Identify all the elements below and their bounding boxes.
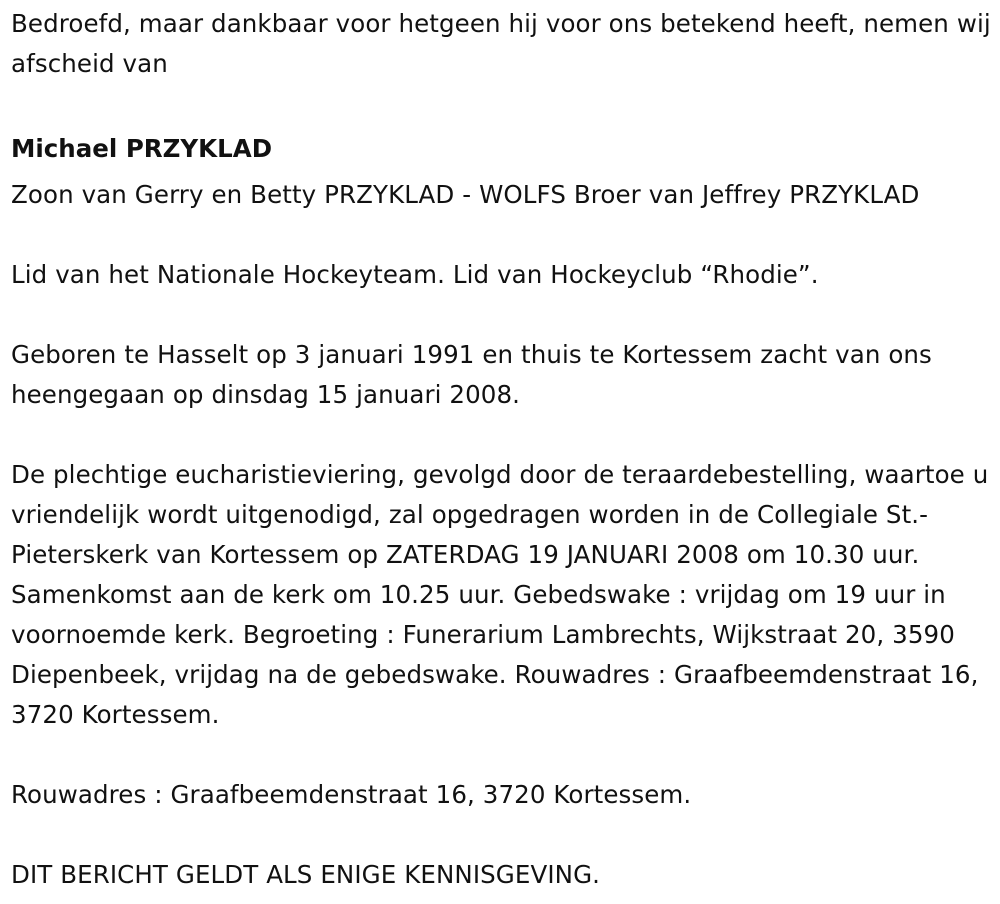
birth-death-text: Geboren te Hasselt op 3 januari 1991 en thuis te Kortessem zacht van ons heengegaan op dinsdag 15 januari 2008. — [11, 340, 932, 409]
family-text: Zoon van Gerry en Betty PRZYKLAD - WOLFS Broer van Jeffrey PRZYKLAD — [11, 180, 920, 209]
death-notice — [11, 0, 996, 895]
ceremony-text: De plechtige eucharistieviering, gevolgd door de teraardebestelling, waartoe u vriendelijk wordt uitgenodigd, zal opgedragen worden in de Collegiale St.-Pieterskerk van Kortessem op ZATERDAG 19 JANUARI 2008 om 10.30 uur. Samenkomst aan de kerk om 10.25 uur. Gebedswake : vrijdag om 19 uur in voornoemde kerk. Begroeting : Funerarium Lambrechts, Wijkstraat 20, 3590 Diepenbeek, vrijdag na de gebedswake. Rouwadres : Graafbeemdenstraat 16, 3720 Kortessem. — [11, 460, 989, 729]
closing-text: DIT BERICHT GELDT ALS ENIGE KENNISGEVING. — [11, 860, 601, 889]
intro-text: Bedroefd, maar dankbaar voor hetgeen hij voor ons betekend heeft, nemen wij afscheid van — [11, 9, 991, 78]
address-text: Rouwadres : Graafbeemdenstraat 16, 3720 Kortessem. — [11, 780, 692, 809]
deceased-name: Michael PRZYKLAD — [11, 134, 273, 163]
membership-text: Lid van het Nationale Hockeyteam. Lid van Hockeyclub “Rhodie”. — [11, 260, 819, 289]
